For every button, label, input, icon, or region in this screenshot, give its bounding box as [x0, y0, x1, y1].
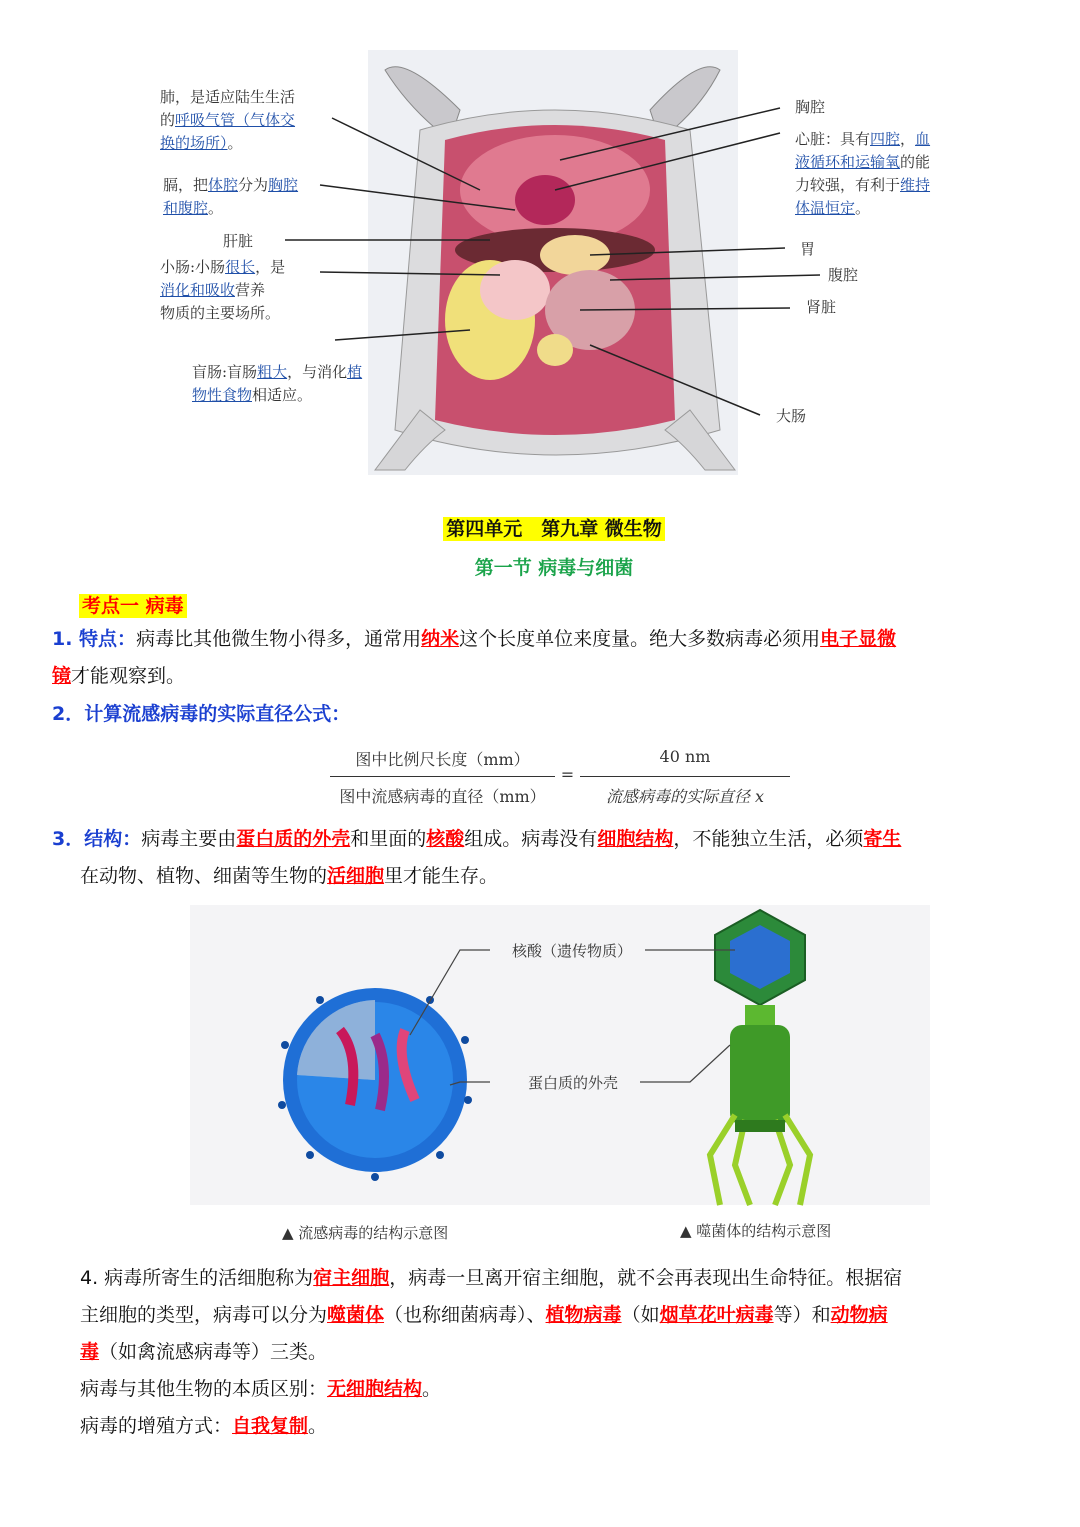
phage-caption: ▲ 噬菌体的结构示意图 [680, 1222, 832, 1240]
formula-left-bar [330, 776, 555, 777]
influenza-caption: ▲ 流感病毒的结构示意图 [282, 1224, 449, 1242]
kidney-label: 肾脏 [806, 298, 837, 316]
diaphragm-label: 膈，把体腔分为胸腔 和腹腔。 [163, 176, 299, 217]
paragraph-structure: 3．结构：病毒主要由蛋白质的外壳和里面的核酸组成。病毒没有细胞结构，不能独立生活，必须寄生 在动物、植物、细菌等生物的活细胞里才能生存。 [52, 828, 902, 887]
protein-shell-label: 蛋白质的外壳 [528, 1074, 619, 1092]
abdomen-label: 腹腔 [828, 266, 859, 284]
thorax-label: 胸腔 [795, 98, 826, 116]
liver-label: 肝脏 [223, 232, 254, 250]
lung-label: 肺，是适应陆生生活 的呼吸气管（气体交 换的场所）。 [160, 88, 296, 152]
rabbit-figure [160, 50, 960, 475]
virus-figure [190, 905, 930, 1250]
paragraph-host: 4. 病毒所寄生的活细胞称为宿主细胞，病毒一旦离开宿主细胞，就不会再表现出生命特征。根据宿 主细胞的类型，病毒可以分为噬菌体（也称细菌病毒）、植物病毒（如烟草花叶病毒等）和动物病 毒（如禽流感病毒等）三类。 病毒与其他生物的本质区别：无细胞结构。 病毒的增殖方式：自我复制。 [80, 1267, 903, 1437]
formula-right-denominator: 流感病毒的实际直径 x [605, 787, 765, 806]
paragraph-features: 1. 特点：病毒比其他微生物小得多，通常用纳米这个长度单位来度量。绝大多数病毒必须用电子显微 镜才能观察到。 [52, 628, 897, 687]
formula-left-denominator: 图中流感病毒的直径（mm） [339, 787, 546, 806]
heart-label: 心脏：具有四腔，血 液循环和运输氧的能 力较强，有利于维持 体温恒定。 [795, 130, 931, 217]
exam-point-title: 考点一 病毒 [79, 591, 187, 618]
cecum-label: 盲肠:盲肠粗大，与消化植 物性食物相适应。 [192, 363, 363, 404]
diameter-formula [330, 743, 800, 813]
unit-title: 第四单元 第九章 微生物 [0, 514, 1080, 541]
intestine-label: 小肠:小肠很长，是 消化和吸收营养 物质的主要场所。 [160, 258, 286, 322]
nucleic-acid-label: 核酸（遗传物质） [512, 942, 633, 960]
formula-right-bar [580, 776, 790, 777]
section-title: 第一节 病毒与细菌 [474, 557, 634, 579]
stomach-label: 胃 [800, 240, 816, 258]
formula-right-numerator: 40 nm [659, 747, 711, 766]
formula-equals: = [560, 765, 575, 784]
formula-left-numerator: 图中比例尺长度（mm） [355, 750, 530, 769]
paragraph-formula-title: 2．计算流感病毒的实际直径公式： [52, 703, 351, 725]
large-intestine-label: 大肠 [776, 407, 807, 425]
